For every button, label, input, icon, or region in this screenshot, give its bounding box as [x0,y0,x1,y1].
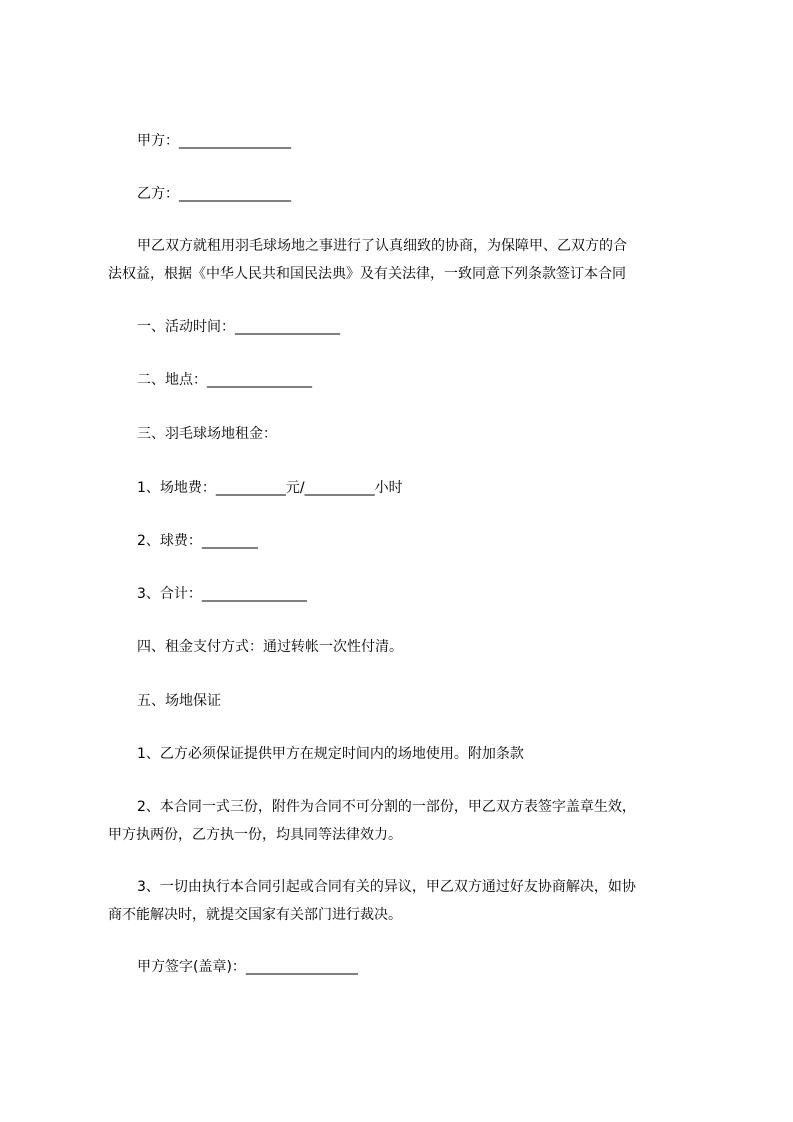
disputes-line-1: 3、一切由执行本合同引起或合同有关的异议，甲乙双方通过好友协商解决，如协 [137,879,636,895]
clause-ball-fee: 2、球费：________ [137,533,258,549]
clause-rent-heading: 三、羽毛球场地租金： [137,426,277,442]
clause-venue-fee: 1、场地费：__________元/__________小时 [137,480,403,496]
party-a-line: 甲方：________________ [137,133,291,149]
clause-copies [108,797,698,853]
clause-guarantee-1: 1、乙方必须保证提供甲方在规定时间内的场地使用。附加条款 [137,746,524,762]
intro-line-1: 甲乙双方就租用羽毛球场地之事进行了认真细致的协商，为保障甲、乙双方的合 [137,238,627,254]
clause-total: 3、合计：_______________ [137,586,307,602]
clause-disputes [108,877,698,933]
clause-guarantee-heading: 五、场地保证 [137,693,221,709]
copies-line-2: 甲方执两份，乙方执一份，均具同等法律效力。 [108,827,402,843]
signature-party-a: 甲方签字(盖章)：________________ [137,959,358,975]
clause-activity-time: 一、活动时间：_______________ [137,319,340,335]
disputes-line-2: 商不能解决时，就提交国家有关部门进行裁决。 [108,907,402,923]
intro-line-2: 法权益，根据《中华人民共和国民法典》及有关法律，一致同意下列条款签订本合同 [108,266,626,282]
intro-paragraph [108,236,698,292]
party-b-line: 乙方：________________ [137,186,291,202]
clause-location: 二、地点：_______________ [137,372,312,388]
copies-line-1: 2、本合同一式三份，附件为合同不可分割的一部份，甲乙双方表签字盖章生效， [137,799,636,815]
clause-payment: 四、租金支付方式：通过转帐一次性付清。 [137,639,403,655]
